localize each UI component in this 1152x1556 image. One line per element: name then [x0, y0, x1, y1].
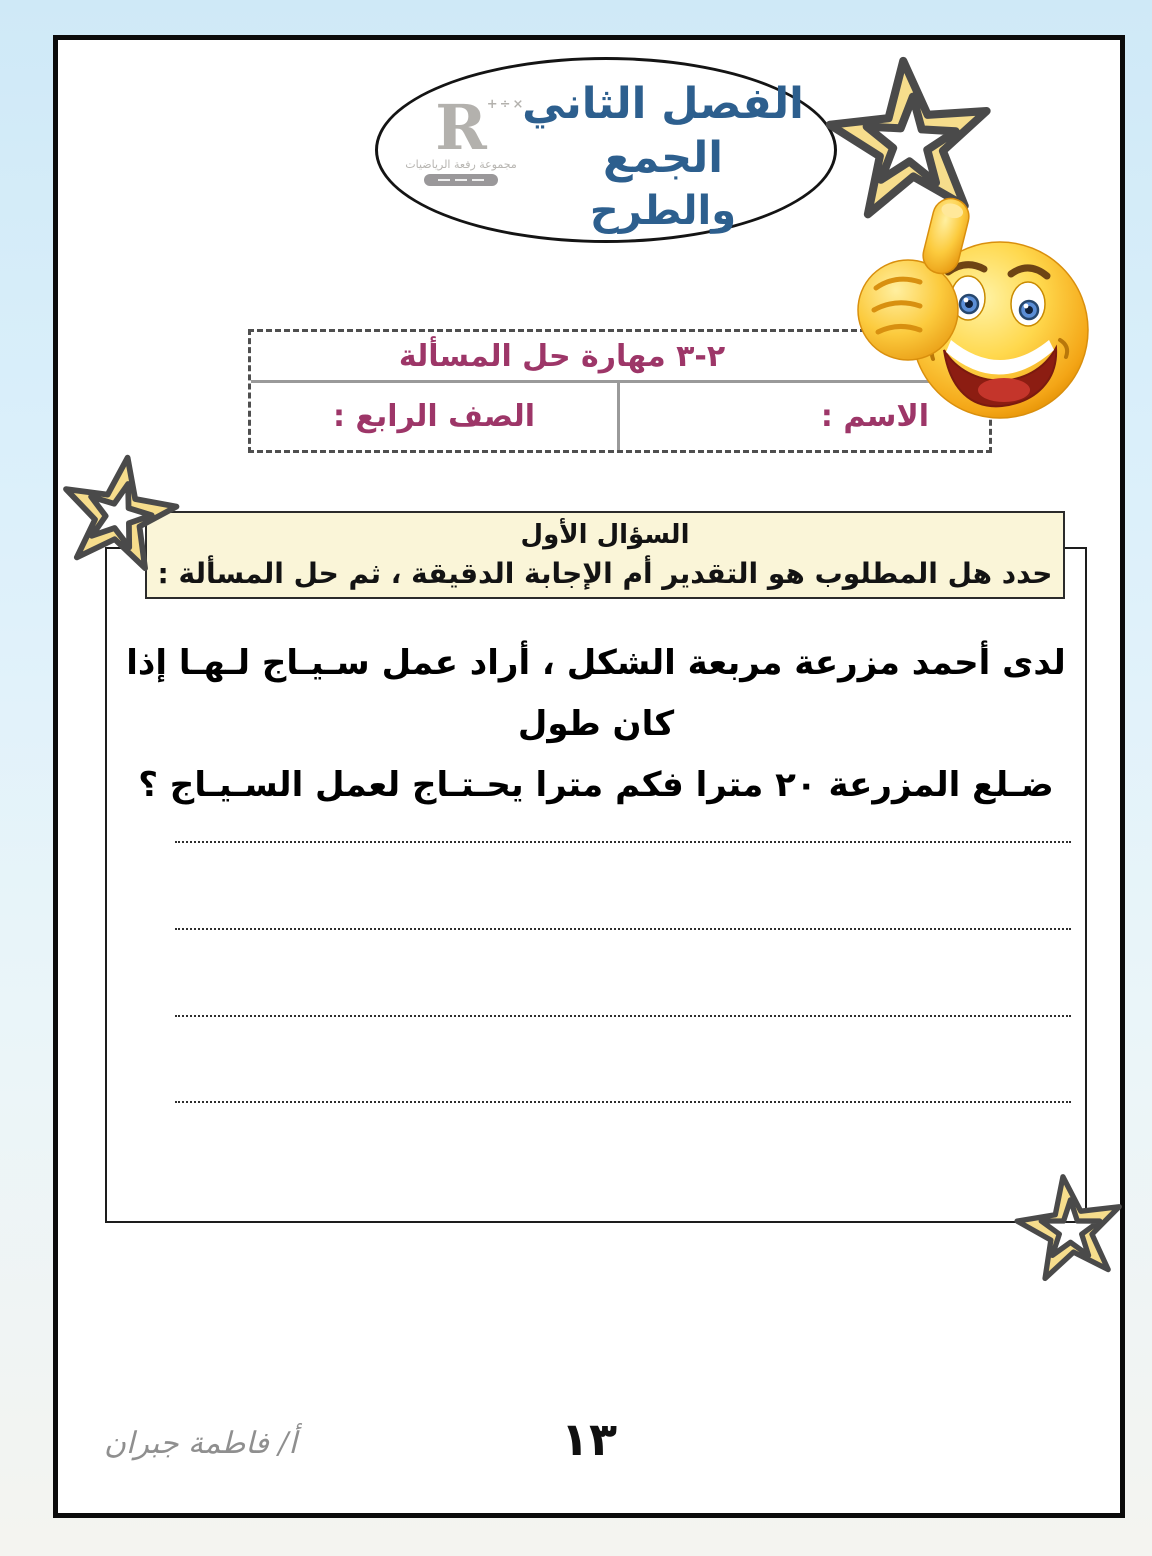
- grade-label: الصف الرابع :: [333, 399, 535, 434]
- star-icon: [1002, 1160, 1137, 1294]
- question-body: [107, 633, 1085, 817]
- star-icon: [45, 439, 193, 586]
- page-number: ١٣: [560, 1412, 618, 1466]
- name-label: الاسم :: [820, 399, 929, 434]
- chapter-title-line2: والطرح: [589, 187, 737, 234]
- question-number-label: السؤال الأول: [520, 520, 690, 551]
- chapter-title-line1: الفصل الثاني الجمع: [522, 79, 804, 183]
- logo-text: مجموعة رفعة الرياضيات: [405, 157, 517, 171]
- lesson-title: ٢-٣ مهارة حل المسألة: [398, 338, 726, 374]
- answer-line[interactable]: [175, 928, 1071, 930]
- answer-line[interactable]: [175, 841, 1071, 843]
- question-body-line2: ضـلع المزرعة ٢٠ مترا فكم مترا يحـتـاج لعمل السـيـاج ؟: [138, 765, 1054, 806]
- publisher-logo: [400, 91, 526, 186]
- chapter-title-oval: [375, 57, 837, 243]
- answer-line[interactable]: [175, 1015, 1071, 1017]
- question-instruction: حدد هل المطلوب هو التقدير أم الإجابة الدقيقة ، ثم حل المسألة :: [157, 556, 1053, 590]
- question-header: [145, 511, 1065, 599]
- question-answer-box: [105, 547, 1087, 1223]
- question-body-line1: لدى أحمد مزرعة مربعة الشكل ، أراد عمل سـيـاج لـهـا إذا كان طول: [126, 643, 1066, 745]
- teacher-signature: أ/ فاطمة جبران: [104, 1426, 297, 1461]
- logo-letter: R +÷×: [435, 91, 526, 164]
- logo-math-symbols-icon: +÷×: [486, 97, 526, 112]
- logo-badge: [424, 174, 498, 186]
- thumbs-up-smiley-icon: [848, 192, 1094, 436]
- chapter-title: [498, 78, 828, 236]
- grade-field-cell[interactable]: [251, 383, 617, 450]
- answer-line[interactable]: [175, 1101, 1071, 1103]
